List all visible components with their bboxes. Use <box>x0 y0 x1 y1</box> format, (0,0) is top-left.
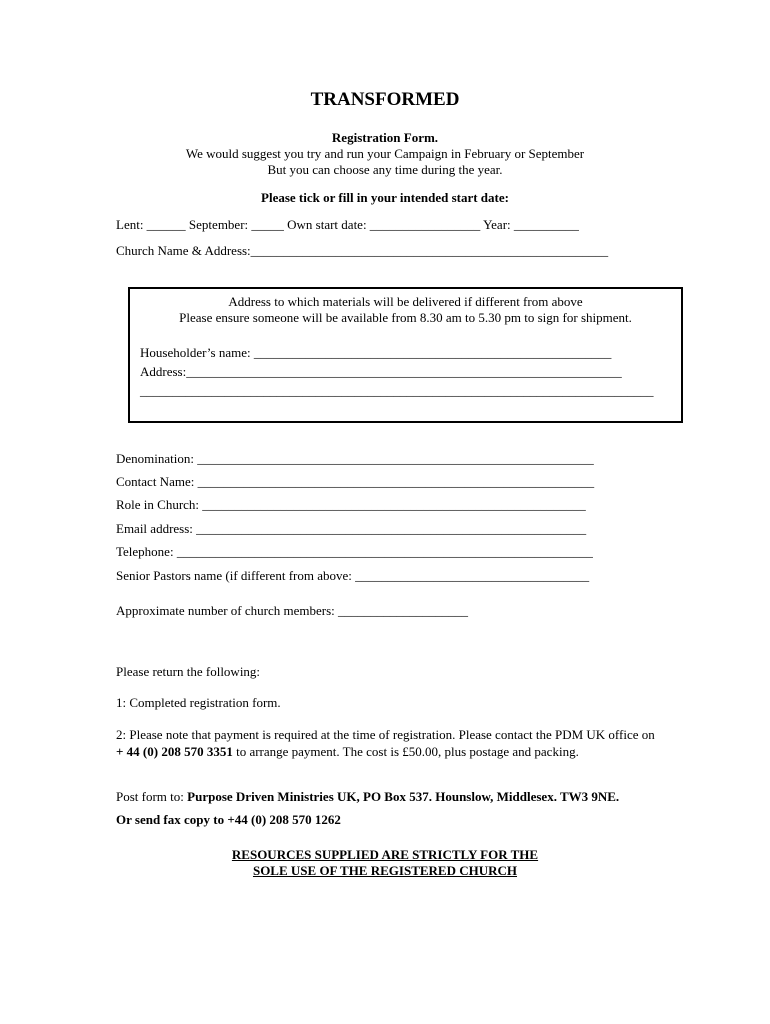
church-members-count-field[interactable]: Approximate number of church members: ____________________ <box>116 603 469 618</box>
resources-notice-line2: SOLE USE OF THE REGISTERED CHURCH <box>252 863 518 878</box>
fax-number-line: Or send fax copy to +44 (0) 208 570 1262 <box>116 812 341 827</box>
post-form-label: Post form to: <box>116 789 188 804</box>
form-main-title: TRANSFORMED <box>310 89 460 110</box>
return-item-1: 1: Completed registration form. <box>116 695 281 710</box>
denomination-field[interactable]: Denomination: _____________________________________________________________ <box>116 451 594 466</box>
postal-address-line <box>116 789 619 805</box>
householder-name-field[interactable]: Householder’s name: _______________________________________________________ <box>140 345 612 360</box>
senior-pastor-name-field[interactable]: Senior Pastors name (if different from above: ____________________________________ <box>116 568 590 583</box>
email-address-field[interactable]: Email address: ____________________________________________________________ <box>116 521 587 536</box>
contact-name-field[interactable]: Contact Name: _____________________________________________________________ <box>116 474 595 489</box>
payment-phone-number: + 44 (0) 208 570 3351 <box>116 744 233 759</box>
payment-cost-text: to arrange payment. The cost is £50.00, plus postage and packing. <box>232 744 579 759</box>
delivery-address-field[interactable]: Address:___________________________________________________________________ <box>140 364 622 379</box>
telephone-field[interactable]: Telephone: ________________________________________________________________ <box>116 544 593 559</box>
suggestion-text-line2: But you can choose any time during the year. <box>267 162 503 177</box>
suggestion-text-line1: We would suggest you try and run your Campaign in February or September <box>185 146 585 161</box>
return-instructions-heading: Please return the following: <box>116 664 261 679</box>
registration-form-heading: Registration Form. <box>331 130 439 145</box>
church-name-address-field[interactable]: Church Name & Address:_______________________________________________________ <box>116 243 609 258</box>
delivery-address-box <box>128 287 683 423</box>
start-date-fields[interactable]: Lent: ______ September: _____ Own start date: _________________ Year: __________ <box>116 217 579 232</box>
role-in-church-field[interactable]: Role in Church: ___________________________________________________________ <box>116 497 586 512</box>
delivery-box-availability-note: Please ensure someone will be available from 8.30 am to 5.30 pm to sign for shipment. <box>179 310 632 325</box>
payment-note-text: 2: Please note that payment is required at the time of registration. Please contact the PDM UK office on <box>116 727 655 742</box>
return-item-2 <box>116 726 664 760</box>
resources-notice-line1: RESOURCES SUPPLIED ARE STRICTLY FOR THE <box>231 847 539 862</box>
delivery-address-continued-field[interactable]: _______________________________________________________________________________ <box>140 383 654 398</box>
delivery-box-note: Address to which materials will be delivered if different from above <box>228 294 583 309</box>
start-date-instruction: Please tick or fill in your intended start date: <box>261 190 509 205</box>
postal-address: Purpose Driven Ministries UK, PO Box 537. Hounslow, Middlesex. TW3 9NE. <box>187 789 620 804</box>
